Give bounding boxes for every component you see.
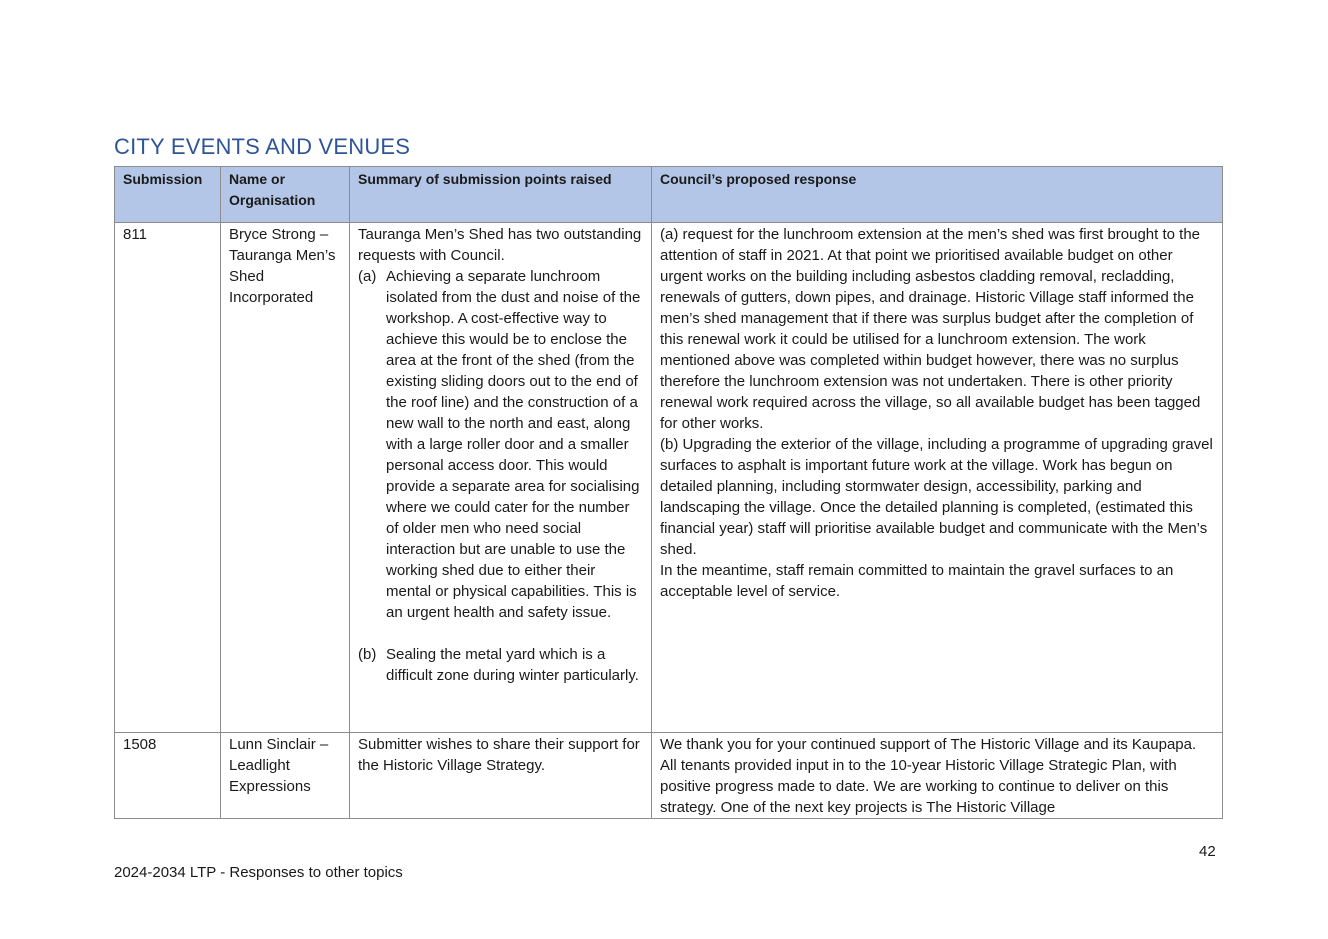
page-number: 42 [1199, 843, 1216, 860]
submissions-table [114, 166, 1223, 819]
cell-submission: 811 [115, 223, 221, 733]
cell-name: Lunn Sinclair – Leadlight Expressions [221, 733, 350, 819]
response-paragraph: We thank you for your continued support of The Historic Village and its Kaupapa. All tenants provided input in to the 10-year Historic Village Strategic Plan, with positive progress made to date. We are working to continue to deliver on this strategy. One of the next key projects is The Historic Village [660, 736, 1197, 816]
item-marker: (a) [358, 268, 377, 285]
table-row [115, 223, 1223, 733]
header-name: Name or Organisation [221, 167, 350, 223]
table-row [115, 733, 1223, 819]
page-footer: 2024-2034 LTP - Responses to other topics [114, 864, 403, 881]
header-summary: Summary of submission points raised [350, 167, 652, 223]
item-text: Sealing the metal yard which is a difficult zone during winter particularly. [386, 646, 639, 684]
header-submission: Submission [115, 167, 221, 223]
list-item [358, 644, 643, 686]
cell-submission: 1508 [115, 733, 221, 819]
cell-name: Bryce Strong – Tauranga Men’s Shed Incorporated [221, 223, 350, 733]
summary-intro: Tauranga Men’s Shed has two outstanding requests with Council. [358, 226, 642, 264]
item-marker: (b) [358, 646, 377, 663]
response-paragraph: (b) Upgrading the exterior of the village, including a programme of upgrading gravel surfaces to asphalt is important future work at the village. Work has begun on detailed planning, including stormwater design, accessibility, parking and landscaping the village. Once the detailed planning is completed, (estimated this financial year) staff will prioritise available budget and communicate with the Men’s shed. [660, 436, 1213, 558]
section-title: CITY EVENTS AND VENUES [114, 134, 411, 159]
header-response: Council’s proposed response [652, 167, 1223, 223]
cell-summary [350, 223, 652, 733]
response-paragraph: In the meantime, staff remain committed to maintain the gravel surfaces to an acceptable level of service. [660, 562, 1174, 600]
table-header-row [115, 167, 1223, 223]
summary-intro: Submitter wishes to share their support for the Historic Village Strategy. [358, 736, 640, 774]
list-item [358, 266, 643, 623]
cell-response [652, 223, 1223, 733]
item-text: Achieving a separate lunchroom isolated from the dust and noise of the workshop. A cost-effective way to achieve this would be to enclose the area at the front of the shed (from the existing sliding doors out to the end of the roof line) and the construction of a new wall to the north and east, along with a large roller door and a smaller personal access door. This would provide a separate area for socialising where we could cater for the number of older men who need social interaction but are unable to use the working shed due to either their mental or physical capabilities. This is an urgent health and safety issue. [386, 268, 641, 621]
response-paragraph: (a) request for the lunchroom extension at the men’s shed was first brought to the attention of staff in 2021. At that point we prioritised available budget on other urgent works on the building including asbestos cladding removal, recladding, renewals of gutters, down pipes, and drainage. Historic Village staff informed the men’s shed management that if there was surplus budget after the completion of this renewal work it could be utilised for a lunchroom extension. The work mentioned above was completed within budget however, there was no surplus therefore the lunchroom extension was not undertaken. There is other priority renewal work required across the village, so all available budget has been tagged for other works. [660, 226, 1201, 432]
cell-summary [350, 733, 652, 819]
cell-response [652, 733, 1223, 819]
